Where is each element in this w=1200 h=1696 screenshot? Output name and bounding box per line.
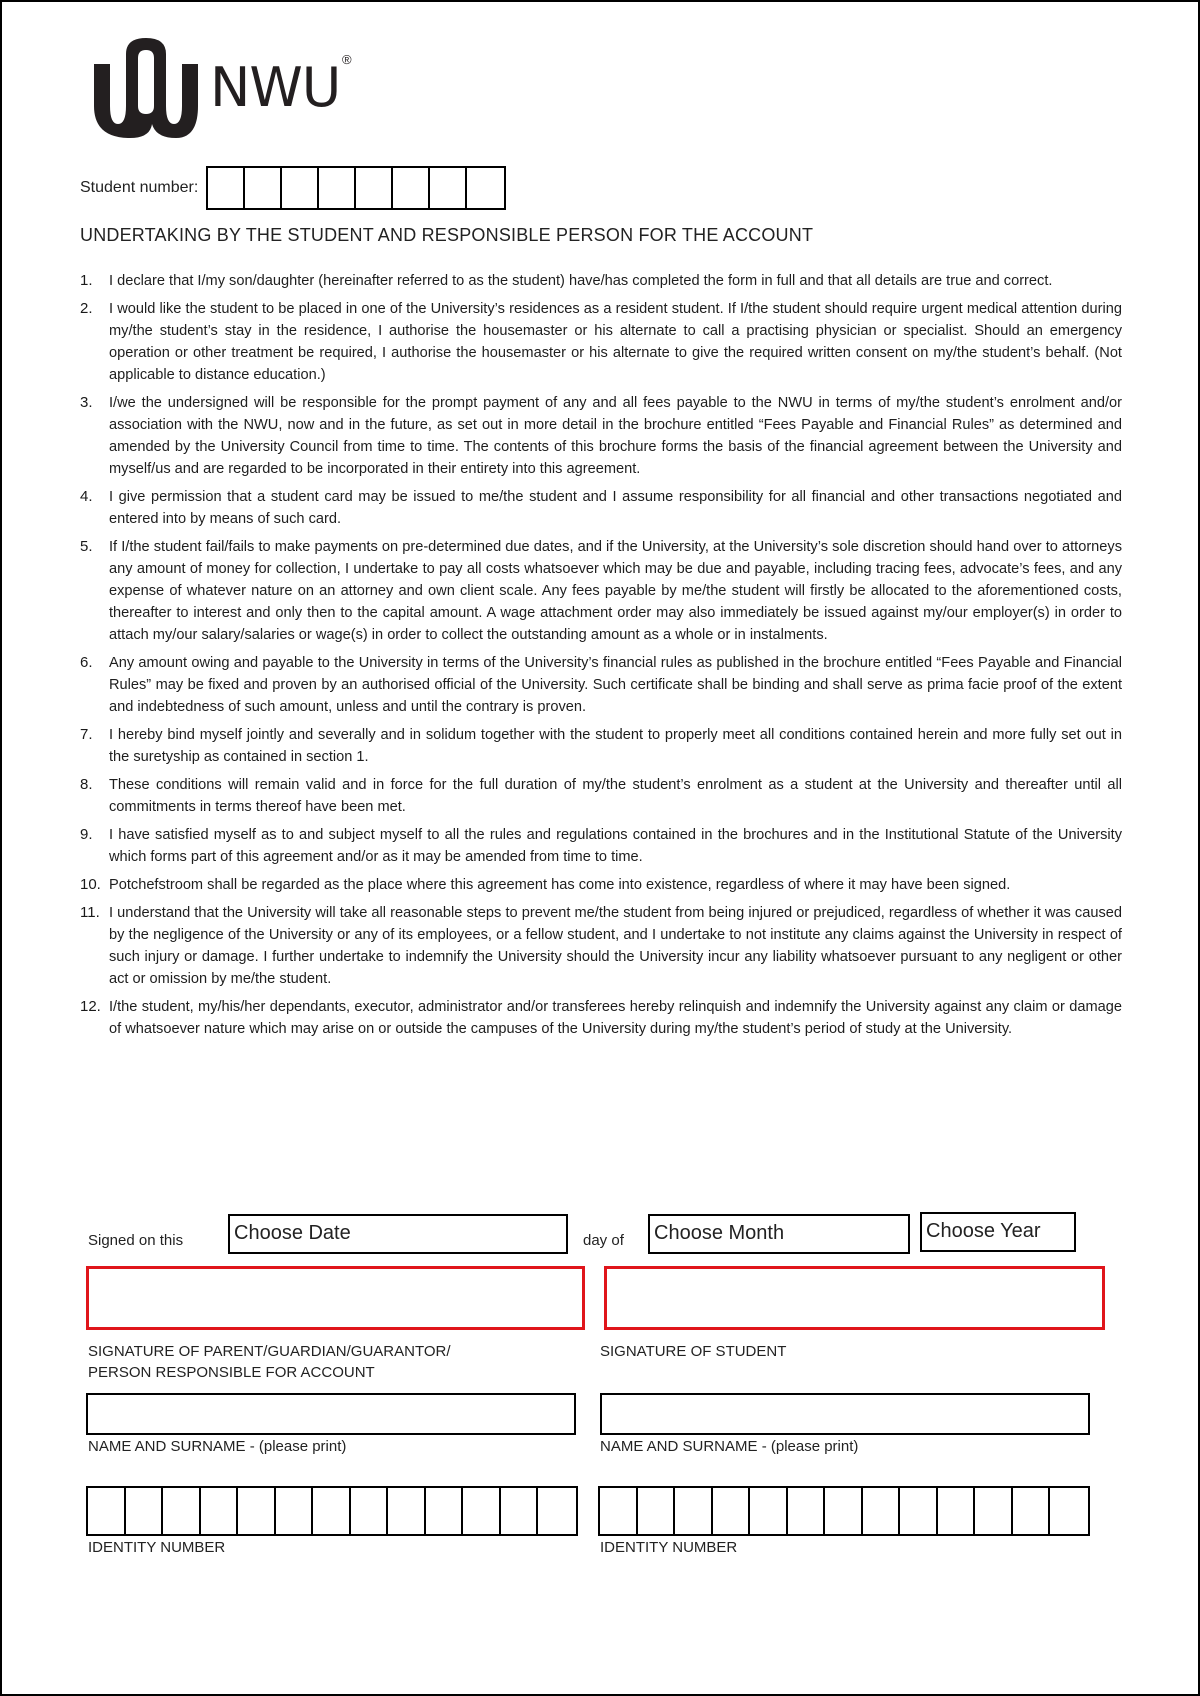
- parent-id-digit-box[interactable]: [501, 1488, 539, 1534]
- clause-text: If I/the student fail/fails to make payments on pre-determined due dates, and if the University, at the University’s sole discretion should hand over to attorneys any amount of money for collection, I undertake to pay all costs whatsoever which may be due and payable, including tracing fees, advocate’s fees, and any expense of whatever nature on an attorney and own client scale. Any fees payable by me/the student will firstly be allocated to the aforementioned costs, thereafter to interest and only then to the capital amount. A wage attachment order may also immediately be issued against my/our employer(s) in order to attach my/our salary/salaries or wage(s) in order to collect the outstanding amount as a whole or in instalments.: [109, 539, 1122, 643]
- student-name-label: NAME AND SURNAME - (please print): [600, 1438, 859, 1455]
- parent-id-digit-box[interactable]: [126, 1488, 164, 1534]
- clause-item: [80, 536, 1122, 646]
- student-id-digit-box[interactable]: [750, 1488, 788, 1534]
- clause-item: [80, 298, 1122, 386]
- clause-text: I have satisfied myself as to and subject myself to all the rules and regulations contained in the brochures and in the Institutional Statute of the University which forms part of this agreement and/or as it may be amended from time to time.: [109, 827, 1122, 865]
- nwu-emblem-icon: [90, 34, 202, 142]
- clause-number: 1.: [80, 272, 93, 289]
- student-signature-field[interactable]: [604, 1266, 1105, 1330]
- clause-text: I/we the undersigned will be responsible for the prompt payment of any and all fees payable to the NWU in terms of my/the student’s enrolment and/or association with the NWU, now and in the future, as set out in more detail in the brochure entitled “Fees Payable and Financial Rules” as determined and amended by the University Council from time to time. The contents of this brochure forms the basis of the financial agreement between the University and myself/us and are regarded to be incorporated in their entirety into this agreement.: [109, 395, 1122, 477]
- parent-id-digit-box[interactable]: [426, 1488, 464, 1534]
- student-number-digit-box[interactable]: [319, 168, 356, 208]
- clause-text: I understand that the University will take all reasonable steps to prevent me/the student from being injured or prejudiced, regardless of whether it was caused by the negligence of the University or any of its employees, or a fellow student, and I undertake to not institute any claims against the University in respect of such injury or damage. I further undertake to indemnify the University should the University incur any liability whatsoever pursuant to any negligent or other act or omission by me/the student.: [109, 905, 1122, 987]
- clause-text: I give permission that a student card may be issued to me/the student and I assume responsibility for all financial and other transactions negotiated and entered into by means of such card.: [109, 489, 1122, 527]
- student-name-input[interactable]: [600, 1393, 1090, 1435]
- parent-id-digit-box[interactable]: [163, 1488, 201, 1534]
- parent-id-digit-box[interactable]: [313, 1488, 351, 1534]
- clause-number: 12.: [80, 998, 101, 1015]
- clause-item: [80, 270, 1122, 292]
- clause-list: [80, 270, 1122, 1046]
- student-id-digit-box[interactable]: [1050, 1488, 1088, 1534]
- clause-number: 5.: [80, 538, 93, 555]
- year-select[interactable]: Choose Year: [920, 1212, 1076, 1252]
- student-id-digit-box[interactable]: [900, 1488, 938, 1534]
- clause-item: [80, 392, 1122, 480]
- parent-signature-field[interactable]: [86, 1266, 585, 1330]
- student-number-digit-box[interactable]: [282, 168, 319, 208]
- date-select[interactable]: Choose Date: [228, 1214, 568, 1254]
- clause-text: I would like the student to be placed in one of the University’s residences as a resident student. If I/the student should require urgent medical attention during my/the student’s stay in the residence, I authorise the housemaster or his alternate to call a practising physician or specialist. Should an emergency operation or other treatment be required, I authorise the housemaster or his alternate to give the required written consent on my/the student’s behalf. (Not applicable to distance education.): [109, 301, 1122, 383]
- parent-id-digit-box[interactable]: [276, 1488, 314, 1534]
- student-id-digit-box[interactable]: [863, 1488, 901, 1534]
- student-number-digit-box[interactable]: [467, 168, 504, 208]
- student-id-digit-box[interactable]: [638, 1488, 676, 1534]
- student-identity-label: IDENTITY NUMBER: [600, 1539, 738, 1556]
- clause-text: I hereby bind myself jointly and severally and in solidum together with the student to properly meet all conditions contained herein and more fully set out in the suretyship as contained in section 1.: [109, 727, 1122, 765]
- nwu-logo: [90, 34, 370, 142]
- student-id-digit-box[interactable]: [713, 1488, 751, 1534]
- student-identity-number-boxes[interactable]: [598, 1486, 1090, 1536]
- parent-id-digit-box[interactable]: [351, 1488, 389, 1534]
- clause-text: Any amount owing and payable to the University in terms of the University’s financial rules as published in the brochure entitled “Fees Payable and Financial Rules” may be fixed and proven by an authorised official of the University. Such certificate shall be binding and shall serve as prima facie proof of the extent and indebtedness of such amount, unless and until the contrary is proven.: [109, 655, 1122, 715]
- day-of-label: day of: [583, 1232, 624, 1249]
- student-number-digit-box[interactable]: [393, 168, 430, 208]
- parent-id-digit-box[interactable]: [388, 1488, 426, 1534]
- clause-text: Potchefstroom shall be regarded as the place where this agreement has come into existence, regardless of where it may have been signed.: [109, 877, 1011, 893]
- clause-number: 9.: [80, 826, 93, 843]
- parent-name-label: NAME AND SURNAME - (please print): [88, 1438, 347, 1455]
- clause-item: [80, 774, 1122, 818]
- clause-item: [80, 724, 1122, 768]
- logo-wordmark: NWU: [210, 56, 341, 119]
- student-id-digit-box[interactable]: [600, 1488, 638, 1534]
- month-select[interactable]: Choose Month: [648, 1214, 910, 1254]
- parent-id-digit-box[interactable]: [538, 1488, 576, 1534]
- student-id-digit-box[interactable]: [1013, 1488, 1051, 1534]
- student-number-label: Student number:: [80, 179, 199, 196]
- clause-number: 3.: [80, 394, 93, 411]
- signed-date-row: [88, 1214, 1108, 1258]
- clause-text: These conditions will remain valid and in force for the full duration of my/the student’s enrolment as a student at the University and thereafter until all commitments in terms thereof have been met.: [109, 777, 1122, 815]
- student-number-digit-box[interactable]: [356, 168, 393, 208]
- clause-number: 8.: [80, 776, 93, 793]
- parent-signature-label: [88, 1341, 451, 1383]
- page-title: UNDERTAKING BY THE STUDENT AND RESPONSIBLE PERSON FOR THE ACCOUNT: [80, 225, 814, 245]
- student-id-digit-box[interactable]: [975, 1488, 1013, 1534]
- student-number-digit-box[interactable]: [430, 168, 467, 208]
- clause-number: 4.: [80, 488, 93, 505]
- parent-id-digit-box[interactable]: [88, 1488, 126, 1534]
- clause-number: 11.: [80, 904, 100, 921]
- parent-id-digit-box[interactable]: [201, 1488, 239, 1534]
- clause-item: [80, 874, 1122, 896]
- student-number-digit-box[interactable]: [245, 168, 282, 208]
- student-number-digit-box[interactable]: [208, 168, 245, 208]
- student-id-digit-box[interactable]: [825, 1488, 863, 1534]
- parent-identity-number-boxes[interactable]: [86, 1486, 578, 1536]
- clause-number: 6.: [80, 654, 93, 671]
- clause-text: I declare that I/my son/daughter (hereinafter referred to as the student) have/has completed the form in full and that all details are true and correct.: [109, 273, 1053, 289]
- clause-number: 2.: [80, 300, 93, 317]
- parent-id-digit-box[interactable]: [238, 1488, 276, 1534]
- student-number-boxes: [206, 166, 506, 210]
- signed-on-label: Signed on this: [88, 1232, 184, 1249]
- clause-number: 7.: [80, 726, 93, 743]
- registered-mark: ®: [342, 52, 352, 67]
- clause-text: I/the student, my/his/her dependants, executor, administrator and/or transferees hereby relinquish and indemnify the University against any claim or damage of whatsoever nature which may arise on or outside the campuses of the University during my/the student’s period of study at the University.: [109, 999, 1122, 1037]
- clause-item: [80, 996, 1122, 1040]
- student-number-field: [80, 166, 506, 210]
- clause-item: [80, 486, 1122, 530]
- clause-number: 10.: [80, 876, 101, 893]
- clause-item: [80, 824, 1122, 868]
- clause-item: [80, 902, 1122, 990]
- parent-identity-label: IDENTITY NUMBER: [88, 1539, 226, 1556]
- parent-name-input[interactable]: [86, 1393, 576, 1435]
- student-id-digit-box[interactable]: [675, 1488, 713, 1534]
- student-signature-label: SIGNATURE OF STUDENT: [600, 1343, 787, 1360]
- parent-signature-label-line1: SIGNATURE OF PARENT/GUARDIAN/GUARANTOR/: [88, 1343, 451, 1360]
- clause-item: [80, 652, 1122, 718]
- parent-signature-label-line2: PERSON RESPONSIBLE FOR ACCOUNT: [88, 1364, 375, 1381]
- student-id-digit-box[interactable]: [938, 1488, 976, 1534]
- student-id-digit-box[interactable]: [788, 1488, 826, 1534]
- parent-id-digit-box[interactable]: [463, 1488, 501, 1534]
